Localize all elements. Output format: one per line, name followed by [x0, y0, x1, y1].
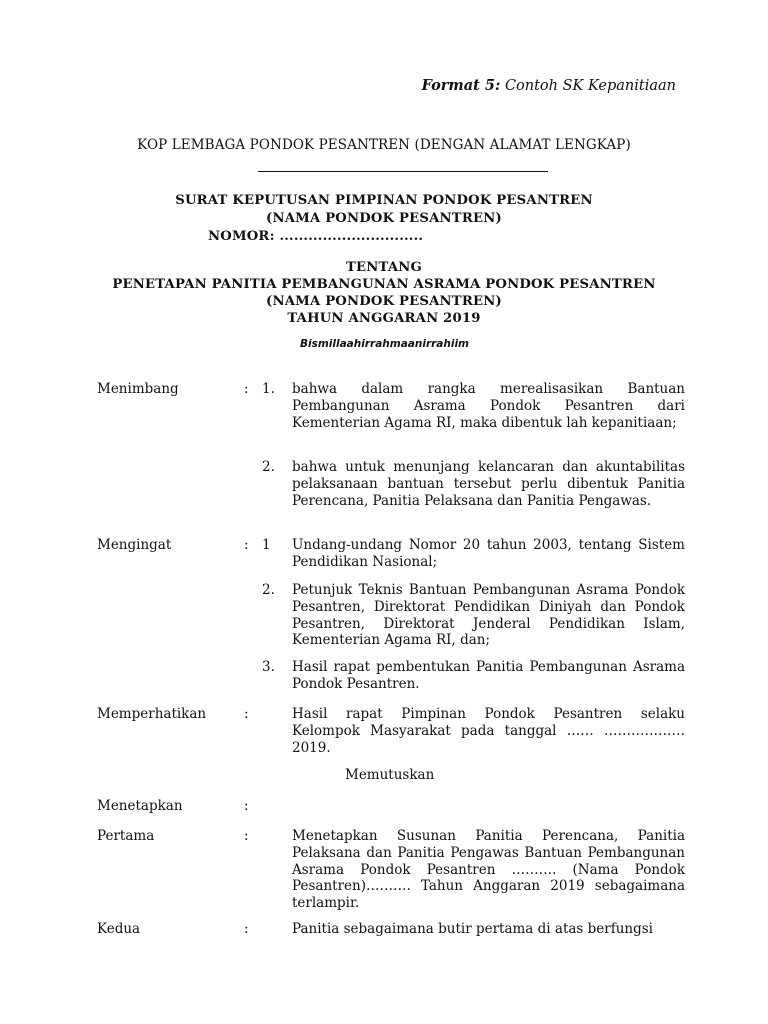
memutuskan-heading: Memutuskan: [345, 767, 435, 783]
menetapkan-label: Menetapkan: [97, 798, 183, 814]
decree-number: NOMOR: ..............................: [208, 229, 424, 244]
memperhatikan-colon: :: [244, 706, 249, 722]
mengingat-colon: :: [244, 537, 249, 553]
decree-title: SURAT KEPUTUSAN PIMPINAN PONDOK PESANTREN: [175, 193, 593, 208]
kedua-label: Kedua: [97, 921, 141, 937]
pertama-colon: :: [244, 828, 249, 844]
pesantren-name: (NAMA PONDOK PESANTREN): [266, 211, 502, 226]
memperhatikan-label: Memperhatikan: [97, 706, 207, 722]
subject-line: PENETAPAN PANITIA PEMBANGUNAN ASRAMA PONDOK PESANTREN: [112, 277, 656, 292]
format-label: Format 5:: [421, 77, 501, 94]
bismillah: Bismillaahirrahmaanirrahiim: [300, 338, 469, 350]
menimbang-item2-number: 2.: [262, 459, 275, 475]
format-caption: [422, 77, 676, 94]
letterhead-underline: [258, 171, 548, 172]
menimbang-label: Menimbang: [97, 381, 179, 397]
format-title: Contoh SK Kepanitiaan: [504, 78, 676, 94]
kedua-colon: :: [244, 921, 249, 937]
kedua-text: Panitia sebagaimana butir pertama di atas berfungsi: [292, 921, 653, 937]
menimbang-colon: :: [244, 381, 249, 397]
menimbang-item2: bahwa untuk menunjang kelancaran dan akuntabilitas pelaksanaan bantuan tersebut perlu dibentuk Panitia Perencana, Panitia Pelaksana dan Panitia Pengawas.: [292, 459, 685, 509]
tentang-heading: TENTANG: [346, 260, 422, 275]
mengingat-item3: Hasil rapat pembentukan Panitia Pembangunan Asrama Pondok Pesantren.: [292, 659, 685, 692]
pertama-label: Pertama: [97, 828, 155, 844]
menetapkan-colon: :: [244, 798, 249, 814]
mengingat-item1-number: 1: [262, 537, 271, 553]
mengingat-item1: Undang-undang Nomor 20 tahun 2003, tentang Sistem Pendidikan Nasional;: [292, 537, 685, 570]
mengingat-item2-number: 2.: [262, 582, 275, 598]
pertama-text: Menetapkan Susunan Panitia Perencana, Panitia Pelaksana dan Panitia Pengawas Bantuan Pembangunan Asrama Pondok Pesantren ………. (Nama Pondok Pesantren)………. Tahun Anggaran 2019 sebagaimana terlampir.: [292, 828, 685, 912]
mengingat-label: Mengingat: [97, 537, 172, 553]
fiscal-year: TAHUN ANGGARAN 2019: [287, 311, 481, 326]
subject-pesantren-name: (NAMA PONDOK PESANTREN): [266, 294, 502, 309]
mengingat-item3-number: 3.: [262, 659, 275, 675]
menimbang-item1: bahwa dalam rangka merealisasikan Bantuan Pembangunan Asrama Pondok Pesantren dari Kementerian Agama RI, maka dibentuk lah kepanitiaan;: [292, 381, 685, 431]
letterhead: KOP LEMBAGA PONDOK PESANTREN (DENGAN ALAMAT LENGKAP): [137, 137, 631, 153]
mengingat-item2: Petunjuk Teknis Bantuan Pembangunan Asrama Pondok Pesantren, Direktorat Pendidikan Diniyah dan Pondok Pesantren, Direktorat Jenderal Pendidikan Islam, Kementerian Agama RI, dan;: [292, 582, 685, 649]
memperhatikan-text: Hasil rapat Pimpinan Pondok Pesantren selaku Kelompok Masyarakat pada tanggal …… ………………2019.: [292, 706, 685, 756]
menimbang-item1-number: 1.: [262, 381, 275, 397]
